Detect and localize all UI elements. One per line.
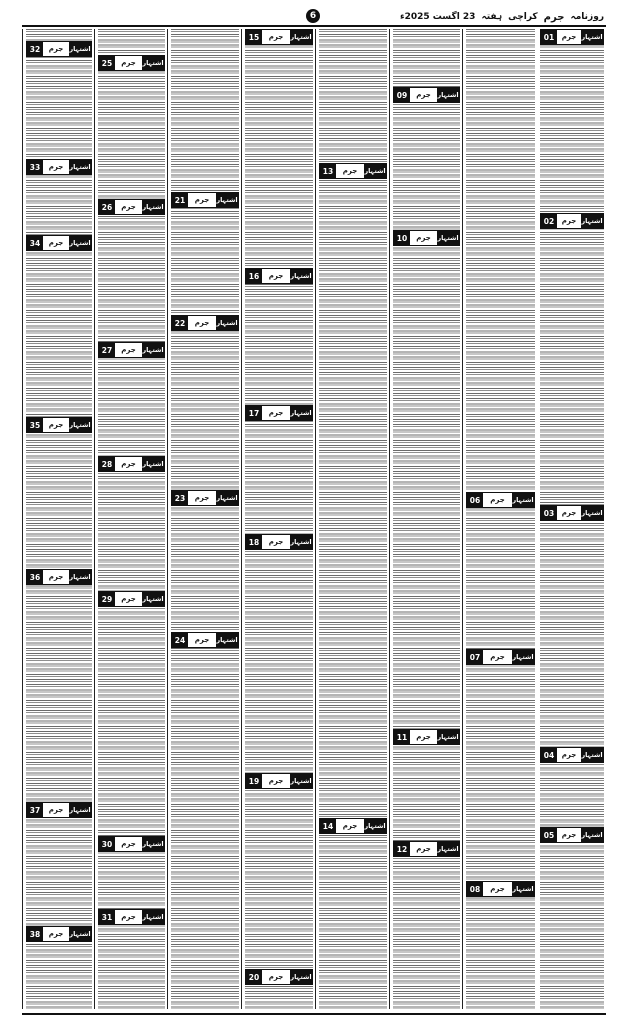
ad-logo: اشتہار xyxy=(512,493,534,507)
ad-number: 35 xyxy=(27,418,43,432)
classified-ad-header xyxy=(319,818,387,834)
ad-logo: اشتہار xyxy=(512,650,534,664)
masthead-day: ہفتہ xyxy=(481,12,503,22)
ad-label: جرم xyxy=(342,822,358,830)
classified-ad-header xyxy=(26,926,92,942)
classified-ad-header xyxy=(171,632,239,648)
ad-logo: اشتہار xyxy=(69,42,91,56)
ad-label: جرم xyxy=(416,91,431,99)
ad-label: جرم xyxy=(48,163,64,171)
ad-number: 06 xyxy=(467,493,483,507)
ad-label: جرم xyxy=(561,217,577,225)
ad-logo: اشتہار xyxy=(437,730,459,744)
page-number-badge: 6 xyxy=(306,9,320,23)
ad-label: جرم xyxy=(268,409,284,417)
classified-ad-header xyxy=(393,230,460,246)
ad-label: جرم xyxy=(490,496,505,504)
column-text-body xyxy=(245,29,313,1009)
text-column xyxy=(315,29,390,1009)
classified-ad-header xyxy=(26,802,92,818)
ad-label: جرم xyxy=(268,973,284,981)
ad-label: جرم xyxy=(416,845,431,853)
ad-label: جرم xyxy=(490,885,505,893)
ad-logo: اشتہار xyxy=(364,819,386,833)
text-column xyxy=(22,29,95,1009)
classified-ad-header xyxy=(98,909,165,925)
column-text-body xyxy=(393,29,460,1009)
ad-label: جرم xyxy=(121,59,136,67)
masthead-prefix: روزنامہ xyxy=(570,12,604,22)
ad-label: جرم xyxy=(121,346,136,354)
text-column xyxy=(389,29,463,1009)
ad-label: جرم xyxy=(48,421,64,429)
ad-label: جرم xyxy=(561,509,577,517)
ad-logo: اشتہار xyxy=(290,30,312,44)
ad-logo: اشتہار xyxy=(216,633,238,647)
classified-ad-header xyxy=(466,492,535,508)
column-text-body xyxy=(466,29,535,1009)
classified-ad-header xyxy=(245,268,313,284)
classified-ad-header xyxy=(245,405,313,421)
masthead-paper-name: جرم xyxy=(543,11,565,23)
ad-number: 22 xyxy=(172,316,188,330)
ad-number: 34 xyxy=(27,236,43,250)
ad-logo: اشتہار xyxy=(364,164,386,178)
classified-ad-header xyxy=(26,41,92,57)
masthead-date: 23 اگست 2025ء xyxy=(399,12,476,22)
ad-label: جرم xyxy=(561,831,577,839)
ad-number: 37 xyxy=(27,803,43,817)
ad-number: 38 xyxy=(27,927,43,941)
ad-label: جرم xyxy=(268,272,284,280)
ad-number: 30 xyxy=(99,837,115,851)
masthead xyxy=(400,10,604,24)
ad-logo: اشتہار xyxy=(290,535,312,549)
ad-number: 11 xyxy=(394,730,410,744)
classified-ad-header xyxy=(171,192,239,208)
ad-number: 01 xyxy=(541,30,557,44)
ad-label: جرم xyxy=(268,33,284,41)
ad-label: جرم xyxy=(48,930,64,938)
ad-number: 27 xyxy=(99,343,115,357)
ad-logo: اشتہار xyxy=(290,269,312,283)
ad-logo: اشتہار xyxy=(69,803,91,817)
column-text-body xyxy=(26,29,92,1009)
classified-ad-header xyxy=(245,29,313,45)
ad-logo: اشتہار xyxy=(69,927,91,941)
text-column xyxy=(167,29,242,1009)
column-text-body xyxy=(98,29,165,1009)
ad-number: 14 xyxy=(320,819,336,833)
ad-label: جرم xyxy=(121,595,136,603)
classified-ad-header xyxy=(393,87,460,103)
classified-ad-header xyxy=(98,836,165,852)
classified-ad-header xyxy=(540,505,604,521)
ad-number: 20 xyxy=(246,970,262,984)
classified-ad-header xyxy=(26,235,92,251)
ad-label: جرم xyxy=(268,777,284,785)
ad-number: 31 xyxy=(99,910,115,924)
ad-number: 04 xyxy=(541,748,557,762)
ad-logo: اشتہار xyxy=(581,30,603,44)
ad-logo: اشتہار xyxy=(69,418,91,432)
ad-logo: اشتہار xyxy=(142,56,164,70)
ad-label: جرم xyxy=(561,751,577,759)
text-column xyxy=(462,29,538,1009)
classified-ad-header xyxy=(98,456,165,472)
ad-logo: اشتہار xyxy=(290,970,312,984)
ad-number: 29 xyxy=(99,592,115,606)
ad-label: جرم xyxy=(268,538,284,546)
classified-ad-header xyxy=(393,841,460,857)
ad-label: جرم xyxy=(490,653,505,661)
ad-number: 19 xyxy=(246,774,262,788)
top-rule xyxy=(22,25,606,27)
ad-label: جرم xyxy=(194,494,210,502)
ad-number: 05 xyxy=(541,828,557,842)
ad-logo: اشتہار xyxy=(142,592,164,606)
ad-number: 25 xyxy=(99,56,115,70)
ad-number: 18 xyxy=(246,535,262,549)
ad-number: 03 xyxy=(541,506,557,520)
ad-number: 07 xyxy=(467,650,483,664)
ad-logo: اشتہار xyxy=(69,236,91,250)
ad-logo: اشتہار xyxy=(437,88,459,102)
ad-number: 08 xyxy=(467,882,483,896)
classified-ad-header xyxy=(26,159,92,175)
ad-label: جرم xyxy=(194,636,210,644)
ad-logo: اشتہار xyxy=(581,506,603,520)
ad-logo: اشتہار xyxy=(437,842,459,856)
ad-number: 10 xyxy=(394,231,410,245)
classified-ad-header xyxy=(540,213,604,229)
ad-logo: اشتہار xyxy=(290,774,312,788)
classified-ad-header xyxy=(26,569,92,585)
classified-ad-header xyxy=(245,773,313,789)
text-column xyxy=(241,29,316,1009)
classified-ad-header xyxy=(245,534,313,550)
ad-label: جرم xyxy=(121,460,136,468)
ad-number: 21 xyxy=(172,193,188,207)
ad-logo: اشتہار xyxy=(142,343,164,357)
classified-ad-header xyxy=(171,490,239,506)
ad-label: جرم xyxy=(561,33,577,41)
ad-label: جرم xyxy=(121,840,136,848)
column-text-body xyxy=(171,29,239,1009)
ad-label: جرم xyxy=(48,239,64,247)
ad-number: 23 xyxy=(172,491,188,505)
ad-number: 15 xyxy=(246,30,262,44)
classified-ad-header xyxy=(98,591,165,607)
ad-label: جرم xyxy=(121,913,136,921)
classified-ad-header xyxy=(26,417,92,433)
ad-label: جرم xyxy=(48,806,64,814)
ad-logo: اشتہار xyxy=(216,491,238,505)
ad-number: 16 xyxy=(246,269,262,283)
ad-label: جرم xyxy=(416,234,431,242)
ad-logo: اشتہار xyxy=(437,231,459,245)
text-column xyxy=(537,29,607,1009)
ad-number: 17 xyxy=(246,406,262,420)
ad-number: 36 xyxy=(27,570,43,584)
classified-ad-header xyxy=(171,315,239,331)
ad-label: جرم xyxy=(48,573,64,581)
text-column xyxy=(94,29,168,1009)
ad-number: 13 xyxy=(320,164,336,178)
ad-number: 26 xyxy=(99,200,115,214)
classified-ad-header xyxy=(98,55,165,71)
ad-number: 24 xyxy=(172,633,188,647)
ad-logo: اشتہار xyxy=(142,837,164,851)
ad-number: 33 xyxy=(27,160,43,174)
ad-number: 32 xyxy=(27,42,43,56)
ad-logo: اشتہار xyxy=(512,882,534,896)
ad-number: 12 xyxy=(394,842,410,856)
ad-logo: اشتہار xyxy=(581,748,603,762)
ad-logo: اشتہار xyxy=(216,316,238,330)
ad-label: جرم xyxy=(121,203,136,211)
ad-logo: اشتہار xyxy=(581,828,603,842)
classified-ad-header xyxy=(393,729,460,745)
classified-ad-header xyxy=(98,342,165,358)
ad-label: جرم xyxy=(48,45,64,53)
masthead-city: کراچی xyxy=(508,12,538,22)
ad-logo: اشتہار xyxy=(69,570,91,584)
classified-ad-header xyxy=(540,747,604,763)
ad-logo: اشتہار xyxy=(216,193,238,207)
ad-label: جرم xyxy=(194,319,210,327)
ad-logo: اشتہار xyxy=(581,214,603,228)
ad-logo: اشتہار xyxy=(142,457,164,471)
classified-ad-header xyxy=(466,881,535,897)
ad-logo: اشتہار xyxy=(142,200,164,214)
ad-logo: اشتہار xyxy=(290,406,312,420)
ad-number: 28 xyxy=(99,457,115,471)
ad-logo: اشتہار xyxy=(69,160,91,174)
classified-ad-header xyxy=(245,969,313,985)
classified-ad-header xyxy=(540,29,604,45)
ad-label: جرم xyxy=(342,167,358,175)
ad-logo: اشتہار xyxy=(142,910,164,924)
ad-label: جرم xyxy=(194,196,210,204)
classified-ad-header xyxy=(540,827,604,843)
classified-ad-header xyxy=(98,199,165,215)
classified-ad-header xyxy=(466,649,535,665)
ad-number: 02 xyxy=(541,214,557,228)
ad-number: 09 xyxy=(394,88,410,102)
ad-label: جرم xyxy=(416,733,431,741)
classified-ad-header xyxy=(319,163,387,179)
bottom-rule xyxy=(22,1013,606,1015)
